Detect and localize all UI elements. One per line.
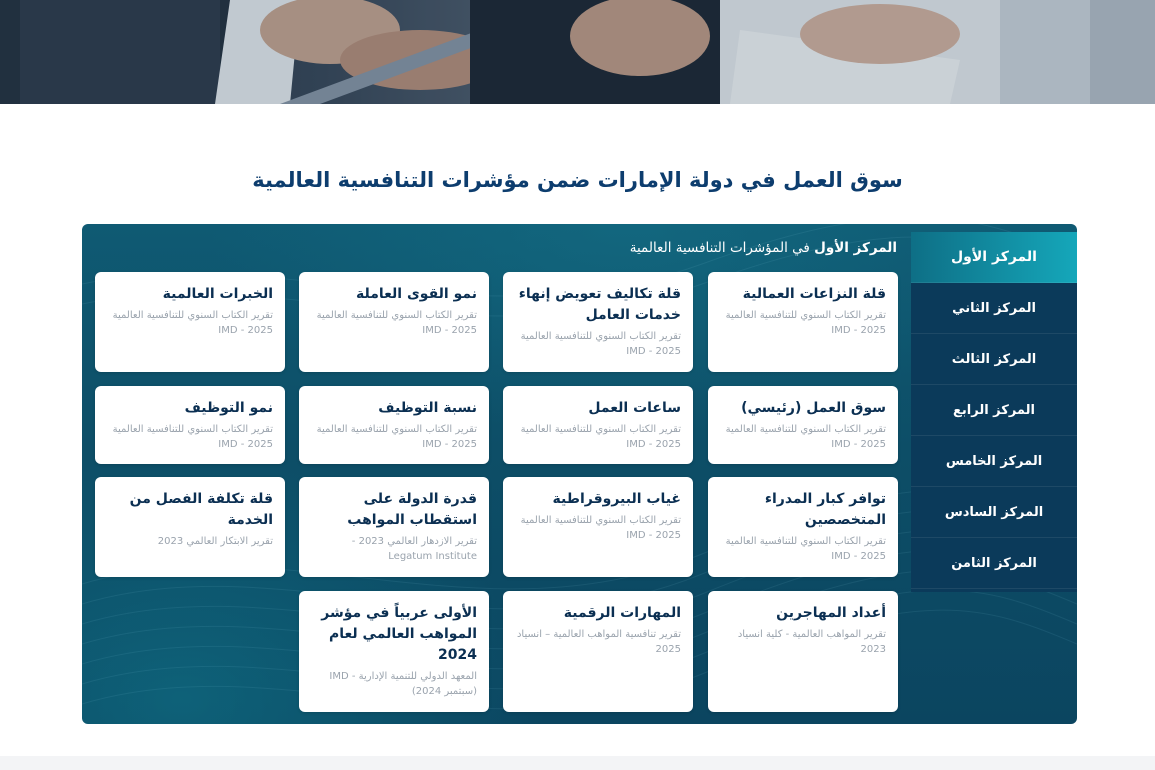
card-title: قلة النزاعات العمالية [742,286,886,302]
tab-rank-3[interactable]: المركز الثالث [911,334,1077,385]
card-source: تقرير الابتكار العالمي 2023 [157,536,273,547]
card-title: سوق العمل (رئيسي) [741,400,886,416]
card-title: قدرة الدولة على استقطاب المواهب [347,491,477,528]
card-source: تقرير الكتاب السنوي للتنافسية العالمية 2025 - IMD [316,424,477,450]
card-source: تقرير الكتاب السنوي للتنافسية العالمية 2025 - IMD [725,536,886,562]
indicator-card [299,272,489,372]
card-source: تقرير تنافسية المواهب العالمية – انسياد 2025 [516,629,681,655]
tab-rank-8[interactable]: المركز الثامن [911,538,1077,589]
tab-rank-5[interactable]: المركز الخامس [911,436,1077,487]
indicator-card [95,477,285,577]
card-source: تقرير الكتاب السنوي للتنافسية العالمية 2025 - IMD [316,310,477,336]
card-title: الخبرات العالمية [162,286,273,302]
indicator-card [708,477,898,577]
indicator-card [299,477,489,577]
tab-rank-1[interactable]: المركز الأول [911,232,1077,283]
rank-tabs [911,232,1077,724]
card-source: تقرير المواهب العالمية - كلية انسياد 2023 [737,629,886,655]
card-title: الأولى عربياً في مؤشر المواهب العالمي لعام 2024 [321,605,477,663]
panel-heading [630,240,897,256]
card-source: تقرير الكتاب السنوي للتنافسية العالمية 2025 - IMD [520,331,681,357]
panel-heading-rest: في المؤشرات التنافسية العالمية [629,240,815,256]
tab-rank-6[interactable]: المركز السادس [911,487,1077,538]
card-title: نمو القوى العاملة [356,286,477,302]
indicator-card [503,272,693,372]
indicator-card [708,591,898,712]
card-source: تقرير الكتاب السنوي للتنافسية العالمية 2025 - IMD [112,310,273,336]
indicator-card [95,386,285,464]
tab-rank-2[interactable]: المركز الثاني [911,283,1077,334]
card-title: المهارات الرقمية [563,605,681,621]
card-source: تقرير الازدهار العالمي 2023 - Legatum Institute [351,536,477,562]
indicator-card [503,386,693,464]
indicator-card [299,591,489,712]
card-title: قلة تكلفة الفصل من الخدمة [129,491,273,528]
card-title: أعداد المهاجرين [776,605,886,621]
panel-heading-bold: المركز الأول [814,240,897,256]
tab-rank-4[interactable]: المركز الرابع [911,385,1077,436]
card-source: تقرير الكتاب السنوي للتنافسية العالمية 2025 - IMD [725,424,886,450]
rankings-panel [82,224,1077,724]
indicator-card [503,477,693,577]
indicator-card [95,272,285,372]
indicator-card [299,386,489,464]
section-title: سوق العمل في دولة الإمارات ضمن مؤشرات التنافسية العالمية [252,168,903,192]
hero-image [0,0,1155,104]
card-title: نسبة التوظيف [378,400,477,416]
card-source: المعهد الدولي للتنمية الإدارية - IMD (سبتمبر 2024) [329,671,477,697]
indicator-card [503,591,693,712]
card-title: ساعات العمل [588,400,681,416]
card-source: تقرير الكتاب السنوي للتنافسية العالمية 2025 - IMD [112,424,273,450]
card-title: توافر كبار المدراء المتخصصين [764,491,886,528]
card-title: قلة تكاليف تعويض إنهاء خدمات العامل [518,286,681,323]
card-title: نمو التوظيف [184,400,273,416]
footer-band [0,756,1155,770]
indicator-card [708,272,898,372]
indicator-card [708,386,898,464]
card-source: تقرير الكتاب السنوي للتنافسية العالمية 2025 - IMD [725,310,886,336]
card-source: تقرير الكتاب السنوي للتنافسية العالمية 2025 - IMD [520,515,681,541]
card-title: غياب البيروقراطية [552,491,681,507]
card-source: تقرير الكتاب السنوي للتنافسية العالمية 2025 - IMD [520,424,681,450]
